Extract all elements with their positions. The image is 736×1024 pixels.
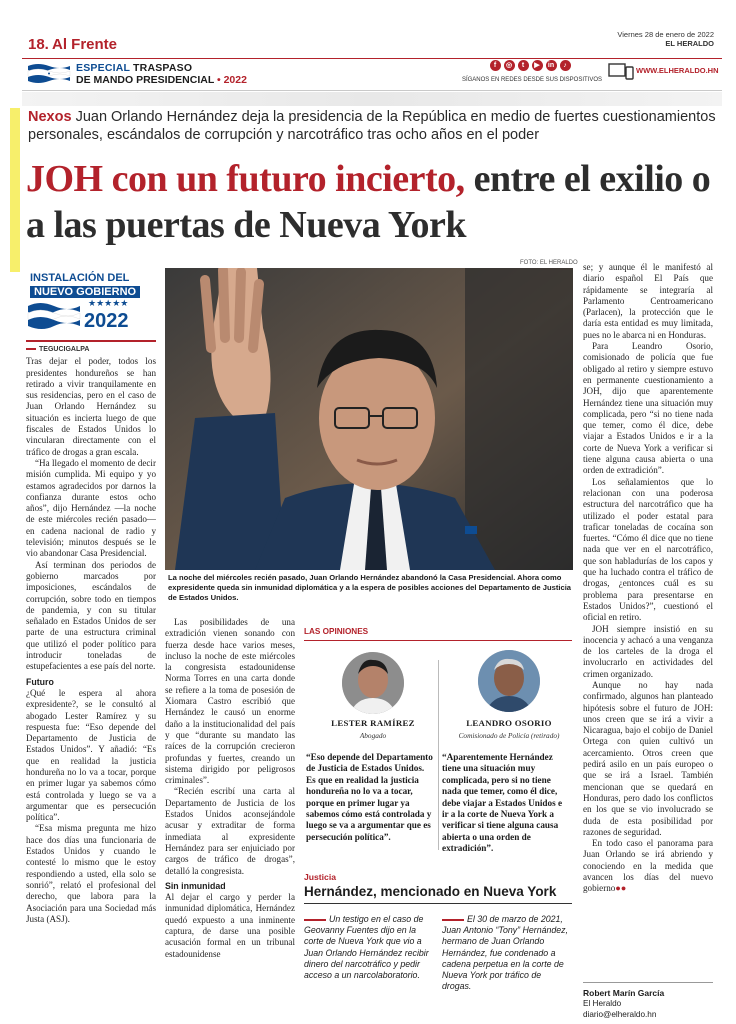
- justice-item-2-text: El 30 de marzo de 2021, Juan Antonio “Tony” Hernández, hermano de Juan Orlando Hernández, fue condenado a cadena perpetua en la corte de Nueva York por tráfico de drogas.: [442, 914, 569, 992]
- youtube-icon[interactable]: ▶: [532, 60, 543, 71]
- paragraph: “Recién escribí una carta al Departamento de Justicia de los Estados Unidos aconsejándole acusar y extraditar de forma inmediata al expresidente Hernández para ser enjuiciado por cargos de tráfico de drogas”, detalló la congresista.: [165, 786, 295, 876]
- special-subtitle: [76, 74, 247, 86]
- photo-credit: FOTO: EL HERALDO: [520, 260, 578, 266]
- special-tag: ESPECIAL: [76, 62, 130, 74]
- article-column-2: [165, 617, 295, 1021]
- byline-author: Robert Marín García: [583, 988, 665, 998]
- paragraph: Al dejar el cargo y perder la inmunidad diplomática, Hernández quedó expuesto a una inminente captura, de darse una posible acusación formal en un tribunal estadounidense: [165, 892, 295, 959]
- twitter-icon[interactable]: t: [518, 60, 529, 71]
- highlight-marker: [10, 108, 20, 272]
- opinion-name-1: LESTER RAMÍREZ: [331, 718, 415, 728]
- subhead-sin-inmunidad: Sin inmunidad: [165, 880, 226, 891]
- special-subtitle-text: DE MANDO PRESIDENCIAL: [76, 74, 215, 86]
- dateline-marker: [26, 348, 36, 350]
- justice-title: Hernández, mencionado en Nueva York: [304, 884, 557, 899]
- paragraph: Las posibilidades de una extradición vienen sonando con fuerza desde hace varios meses, incluso la noche de este miércoles la congresista estadounidense Norma Torres en una carta donde se refiere a la toma de posesión de Xiomara Castro escribió que Hernández le causó un enorme daño a la institucionalidad del país y que “durante su mandato las raíces de la corrupción crecieron profundas y fuertes, creando un sistema dirigido por peligrosos criminales”.: [165, 617, 295, 786]
- justice-item-2: [442, 914, 570, 992]
- justice-label: Justicia: [304, 872, 337, 882]
- photo-caption: La noche del miércoles recién pasado, Juan Orlando Hernández abandonó la Casa Presidencial. Ahora como expresidente queda sin inmunidad diplomática y a la espera de posibles acciones del Departamento de Justicia de Estados Unidos.: [168, 573, 572, 602]
- svg-text:★★★★★: ★★★★★: [88, 299, 129, 309]
- headline: [26, 156, 726, 248]
- issue-date: Viernes 28 de enero de 2022: [617, 30, 714, 39]
- website-link[interactable]: WWW.ELHERALDO.HN: [636, 66, 719, 75]
- byline-outlet: El Heraldo: [583, 999, 622, 1008]
- logo-rule: [26, 340, 156, 342]
- opinion-quote-1: “Eso depende del Departamento de Justicia de Estados Unidos. Es que en realidad la justicia hondureña no lo va a tocar, porque en primer lugar ya sabemos cómo está controlada y luego se va a argumentar que es persecución política”.: [306, 752, 433, 842]
- top-rule: [22, 58, 722, 59]
- byline-email[interactable]: diario@elheraldo.hn: [583, 1010, 657, 1019]
- paragraph: Para Leandro Osorio, comisionado de policía que fue obligado al retiro y siempre estuvo en permanente cuestionamiento a JOH, dijo que aparentemente Hernández tiene una situación muy complicada, pero “si no tiene nada que temer, como él dice, debe viajar a Estados Unidos e ir a la corte de Nueva York a verificar si tiene alguna causa abierta o una orden de extradición”.: [583, 341, 713, 476]
- end-mark-icon: ●●: [615, 883, 627, 894]
- article-column-1: [26, 344, 156, 1020]
- paragraph: ¿Qué le espera al ahora expresidente?, se le consultó al abogado Lester Ramírez y su respuesta fue: “Eso depende del Departamento de Justicia de Estados Unidos”. Y añadió: “Es que en realidad la justicia hondureña no lo va a tocar, porque en primer lugar ya sabemos cómo está controlada y luego se va a argumentar que es persecución política”.: [26, 687, 156, 823]
- facebook-icon[interactable]: f: [490, 60, 501, 71]
- person-portrait-icon: [342, 652, 404, 714]
- item-marker: [442, 919, 464, 921]
- page-number: 18.: [28, 36, 49, 53]
- devices-icon: [608, 62, 634, 80]
- paragraph: “Esa misma pregunta me hizo hace dos días una funcionaria de Estados Unidos y cuando le contesté lo mismo que le estoy respondiendo a usted, ella solo se sonrió”, relató el profesional del derecho, que labora para la Asociación para una Sociedad más Justa (ASJ).: [26, 823, 156, 924]
- item-marker: [304, 919, 326, 921]
- paragraph: Los señalamientos que lo relacionan con una poderosa estructura del narcotráfico que ha utilizado el poder estatal para traficar toneladas de cocaína son fuertes. “Cómo él dice que no tiene nada que ver en el narcotráfico, que son habladurías de los capos y que ha luchado contra el tráfico de drogas, ¿entonces cuál es su problema para presentarse en Estados Unidos?”, cuestionó el oficial en retiro.: [583, 476, 713, 623]
- opinions-divider: [438, 660, 439, 850]
- installation-line1: INSTALACIÓN DEL: [30, 272, 130, 284]
- paragraph: Tras dejar el poder, todos los presidentes hondureños se han retirado a vivir tranquilamente en sus residencias, pero en el caso de Juan Orlando Hernández su situación es incierta luego de que fiscales de Estados Unidos lo vincularan directamente con el tráfico de drogas a gran escala.: [26, 356, 156, 457]
- opinion-quote-2: “Aparentemente Hernández tiene una situación muy complicada, pero si no tiene nada que temer, como él dice, debe viajar a Estados Unidos e ir a la corte de Nueva York a verificar si tiene alguna causa abierta o una orden de extradición”.: [442, 752, 563, 854]
- intro-text: Juan Orlando Hernández deja la presidencia de la República en medio de fuertes cuestionamientos personales, escándalos de corrupción y narcotráfico tras ocho años en el poder: [28, 109, 716, 143]
- opinion-name-2: LEANDRO OSORIO: [466, 718, 552, 728]
- person-portrait-icon: [478, 650, 540, 712]
- intro-summary: [28, 108, 718, 144]
- justice-item-1-text: Un testigo en el caso de Geovanny Fuentes dijo en la corte de Nueva York que vio a Juan Orlando Hernández recibir dinero del narcotráfico y pedir acceso a un narcolaboratorio.: [304, 914, 429, 981]
- justice-item-1: [304, 914, 432, 981]
- social-follow-text: SÍGANOS EN REDES DESDE SUS DISPOSITIVOS: [461, 77, 603, 83]
- opinion-role-1: Abogado: [359, 731, 387, 740]
- headline-black: entre el exilio o a las puertas de Nueva York: [26, 158, 711, 246]
- paragraph: “Ha llegado el momento de decir misión cumplida. Mi equipo y yo estamos agradecidos por darnos la confianza durante estos ocho años”, dijo Hernández —la noche de este miércoles recién pasado— en cadena nacional de radio y televisión; minutos después se le vio abandonar Casa Presidencial.: [26, 457, 156, 559]
- final-paragraph-text: En todo caso el panorama para Juan Orlando se irá abriendo y conociendo en la medida que avancen los días del nuevo gobierno: [583, 838, 713, 894]
- installation-line2: NUEVO GOBIERNO: [30, 286, 140, 298]
- special-label: [76, 62, 192, 74]
- header-rule: [22, 90, 722, 91]
- section-name: Al Frente: [52, 36, 118, 53]
- dateline-text: TEGUCIGALPA: [39, 346, 90, 353]
- intro-kicker: Nexos: [28, 109, 72, 125]
- instagram-icon[interactable]: ◎: [504, 60, 515, 71]
- byline-rule: [583, 982, 713, 983]
- paragraph: JOH siempre insistió en su inocencia y achacó a una venganza de los carteles de la droga el involucrarlo en actividades del crimen organizado.: [583, 623, 713, 679]
- honduras-flag-icon: [26, 62, 72, 86]
- justice-rule: [304, 903, 572, 904]
- portrait-lester-ramirez: [342, 652, 404, 714]
- man-waving-photo: [165, 268, 573, 570]
- paragraph: se; y aunque él le manifestó al diario español El País que rápidamente se integraría al Parlamento Centroamericano (Parlacen), la protección que le daría esta entidad es muy limitada, pues no le abarca ni en Honduras.: [583, 262, 713, 340]
- tiktok-icon[interactable]: ♪: [560, 60, 571, 71]
- social-icons: [460, 60, 600, 74]
- opinion-role-2: Comisionado de Policía (retirado): [458, 731, 560, 740]
- installation-year: 2022: [84, 310, 129, 332]
- dateline: [26, 344, 156, 355]
- paragraph-final: [583, 838, 713, 894]
- newspaper-name: EL HERALDO: [665, 39, 714, 48]
- special-title: TRASPASO: [133, 62, 193, 74]
- banner-strip: [22, 92, 722, 106]
- opinions-rule: [304, 640, 572, 641]
- portrait-leandro-osorio: [478, 650, 540, 712]
- headline-red: JOH con un futuro incierto,: [26, 158, 465, 200]
- opinions-label: LAS OPINIONES: [304, 627, 369, 636]
- paragraph: Aunque no hay nada confirmado, algunos han planteado hipótesis sobre el futuro de JOH: unos creen que se irá a vivir a Nicaragua, bajo el cobijo de Daniel Ortega con quien cultivó un acercamiento. Otros creen que pedirá asilo en un país europeo o que se irá a Israel. También mencionan que se quedará en Honduras, pero dado los conflictos en los que se vio involucrado se duda de esta posibilidad por razones de seguridad.: [583, 679, 713, 837]
- paragraph: Así terminan dos periodos de gobierno marcados por imposiciones, escándalos de corrupción, sobre todo en tiempos de pandemia, y con su titular señalado en Estados Unidos de ser parte de una estructura criminal que utilizó el poder político para introducir toneladas de estupefacientes a ese país del norte.: [26, 559, 156, 672]
- special-year: • 2022: [217, 74, 247, 86]
- subhead-futuro: Futuro: [26, 676, 54, 687]
- article-column-4: [583, 262, 713, 980]
- linkedin-icon[interactable]: in: [546, 60, 557, 71]
- header-date-block: [617, 30, 714, 48]
- main-photo: [165, 268, 573, 570]
